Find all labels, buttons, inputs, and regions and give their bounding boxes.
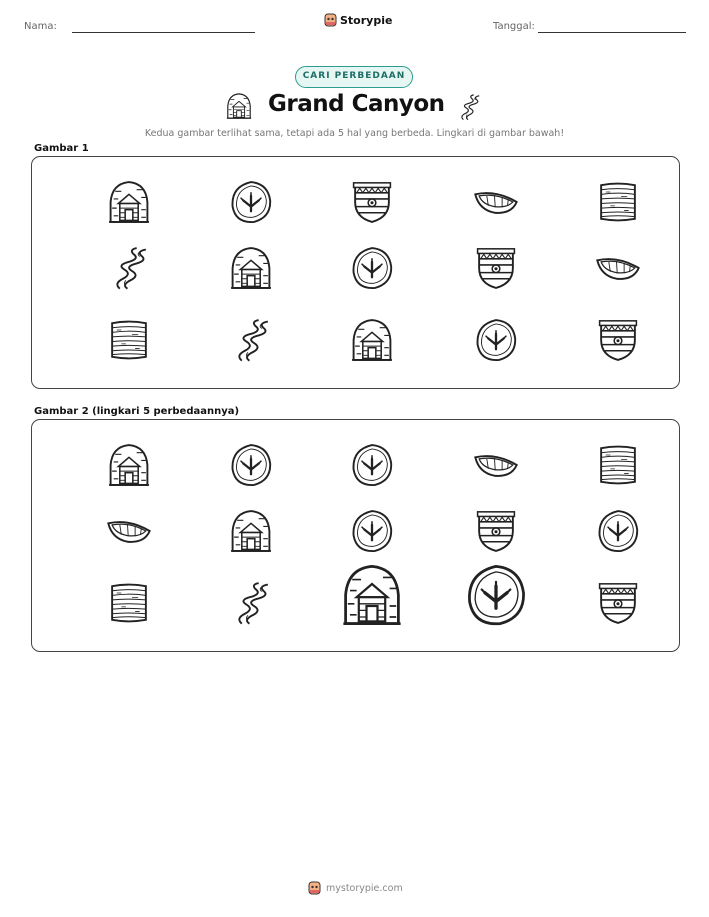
cabin-item[interactable] — [339, 562, 405, 628]
canoe-icon — [106, 508, 152, 554]
cabin-icon — [225, 92, 253, 120]
canoe-icon — [473, 442, 519, 488]
cabin-item — [96, 169, 162, 235]
footprint-icon — [463, 562, 529, 628]
footprint-icon — [349, 245, 395, 291]
pot-icon — [595, 317, 641, 363]
rock-layers-item[interactable] — [96, 570, 162, 636]
footprint-icon — [473, 317, 519, 363]
instructions: Kedua gambar terlihat sama, tetapi ada 5 hal yang berbeda. Lingkari di gambar bawah! — [144, 128, 565, 139]
canoe-icon — [595, 245, 641, 291]
rock-layers-item — [585, 169, 651, 235]
cabin-item[interactable] — [96, 432, 162, 498]
river-icon — [455, 92, 483, 122]
footprint-icon — [595, 508, 641, 554]
title-row — [0, 91, 709, 125]
cabin-icon — [339, 562, 405, 628]
footprint-item[interactable] — [218, 432, 284, 498]
river-item — [96, 235, 162, 301]
river-icon — [228, 580, 274, 626]
page-title: Grand Canyon — [268, 91, 445, 117]
brand-name: Storypie — [340, 13, 393, 27]
pot-item[interactable] — [585, 570, 651, 636]
date-field[interactable] — [538, 32, 686, 33]
river-icon — [228, 317, 274, 363]
footprint-item[interactable] — [339, 498, 405, 564]
storypie-mascot-icon — [308, 880, 321, 896]
cabin-icon — [228, 508, 274, 554]
footprint-icon — [228, 179, 274, 225]
footer-site[interactable]: mystorypie.com — [326, 882, 403, 894]
pot-item — [339, 169, 405, 235]
brand-logo — [324, 12, 392, 28]
footprint-item — [339, 235, 405, 301]
picture-1-panel — [31, 156, 680, 389]
footprint-icon — [349, 442, 395, 488]
pot-item — [463, 235, 529, 301]
date-label: Tanggal: — [493, 21, 535, 32]
pot-item[interactable] — [463, 498, 529, 564]
footer — [308, 880, 403, 896]
activity-badge: CARI PERBEDAAN — [295, 66, 413, 88]
cabin-item — [339, 307, 405, 373]
rock-layers-icon — [595, 179, 641, 225]
name-label: Nama: — [24, 21, 57, 32]
footprint-icon — [349, 508, 395, 554]
rock-layers-icon — [106, 317, 152, 363]
canoe-item[interactable] — [463, 432, 529, 498]
canoe-item — [585, 235, 651, 301]
picture-2-label: Gambar 2 (lingkari 5 perbedaannya) — [34, 406, 240, 417]
cabin-item[interactable] — [218, 498, 284, 564]
footprint-item[interactable] — [463, 562, 529, 628]
worksheet-header — [0, 0, 709, 46]
rock-layers-icon — [595, 442, 641, 488]
pot-icon — [473, 508, 519, 554]
river-icon — [106, 245, 152, 291]
canoe-icon — [473, 179, 519, 225]
cabin-icon — [106, 442, 152, 488]
river-item — [218, 307, 284, 373]
rock-layers-item — [96, 307, 162, 373]
pot-item — [585, 307, 651, 373]
cabin-item — [218, 235, 284, 301]
cabin-icon — [349, 317, 395, 363]
canoe-item[interactable] — [96, 498, 162, 564]
cabin-icon — [228, 245, 274, 291]
picture-1-label: Gambar 1 — [34, 143, 89, 154]
pot-icon — [595, 580, 641, 626]
rock-layers-item[interactable] — [585, 432, 651, 498]
picture-2-panel[interactable] — [31, 419, 680, 652]
footprint-item[interactable] — [585, 498, 651, 564]
canoe-item — [463, 169, 529, 235]
footprint-item[interactable] — [339, 432, 405, 498]
footprint-item — [463, 307, 529, 373]
rock-layers-icon — [106, 580, 152, 626]
storypie-mascot-icon — [324, 12, 337, 28]
pot-icon — [473, 245, 519, 291]
pot-icon — [349, 179, 395, 225]
footprint-icon — [228, 442, 274, 488]
river-item[interactable] — [218, 570, 284, 636]
name-field[interactable] — [72, 32, 255, 33]
cabin-icon — [106, 179, 152, 225]
footprint-item — [218, 169, 284, 235]
